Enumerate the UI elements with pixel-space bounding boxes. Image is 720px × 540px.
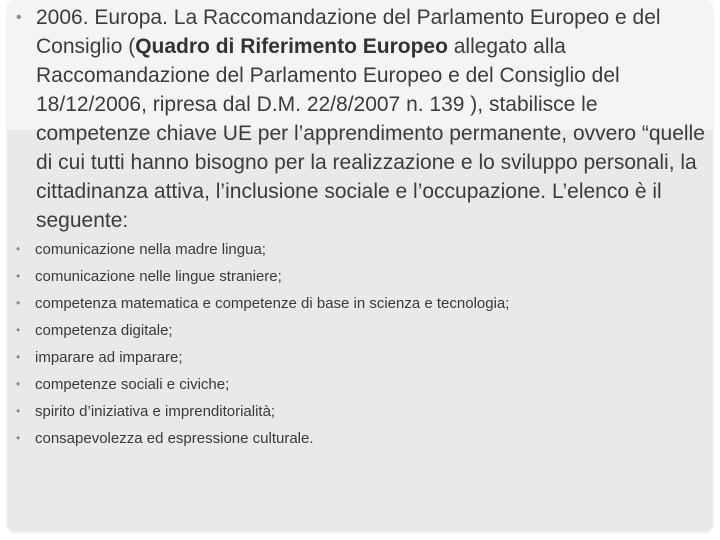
list-item-label: comunicazione nelle lingue straniere; <box>35 268 282 285</box>
bullet-icon: • <box>16 431 21 445</box>
intro-text-part2: allegato alla Raccomandazione del Parlamento Europeo e del Consiglio del 18/12/2006, ripresa dal D.M. 22/8/2007 n. 139 ), stabilisce le competenze chiave UE per l’apprendimento permanente, ovvero “quelle di cui tutti hanno bisogno per la realizzazione e lo sviluppo personali, la cittadinanza attiva, l’inclusione sociale e l’occupazione. L’elenco è il seguente: <box>36 35 705 232</box>
bullet-icon: • <box>16 9 22 26</box>
list-item-label: imparare ad imparare; <box>35 349 183 366</box>
bullet-icon: • <box>16 269 21 283</box>
list-item <box>16 398 706 425</box>
list-item <box>16 236 706 263</box>
list-item-label: consapevolezza ed espressione culturale. <box>35 430 314 447</box>
list-item-label: competenze sociali e civiche; <box>35 376 230 393</box>
list-item <box>16 425 706 452</box>
list-item-label: competenza digitale; <box>35 322 173 339</box>
list-item <box>16 371 706 398</box>
bullet-icon: • <box>16 350 21 364</box>
intro-text-part1: 2006. Europa. La Raccomandazione del Parlamento Europeo e del Consiglio ( <box>36 6 661 58</box>
list-item-label: comunicazione nella madre lingua; <box>35 241 266 258</box>
bullet-icon: • <box>16 404 21 418</box>
bullet-icon: • <box>16 323 21 337</box>
intro-text-bold: Quadro di Riferimento Europeo <box>135 35 448 58</box>
intro-text <box>16 3 716 235</box>
bullet-icon: • <box>16 296 21 310</box>
list-item <box>16 263 706 290</box>
competences-list <box>16 236 706 452</box>
list-item-label: spirito d’iniziativa e imprenditorialità; <box>35 403 276 420</box>
list-item <box>16 290 706 317</box>
bullet-icon: • <box>16 377 21 391</box>
intro-paragraph <box>16 3 716 235</box>
list-item <box>16 344 706 371</box>
list-item-label: competenza matematica e competenze di base in scienza e tecnologia; <box>35 295 510 312</box>
bullet-icon: • <box>16 242 21 256</box>
list-item <box>16 317 706 344</box>
